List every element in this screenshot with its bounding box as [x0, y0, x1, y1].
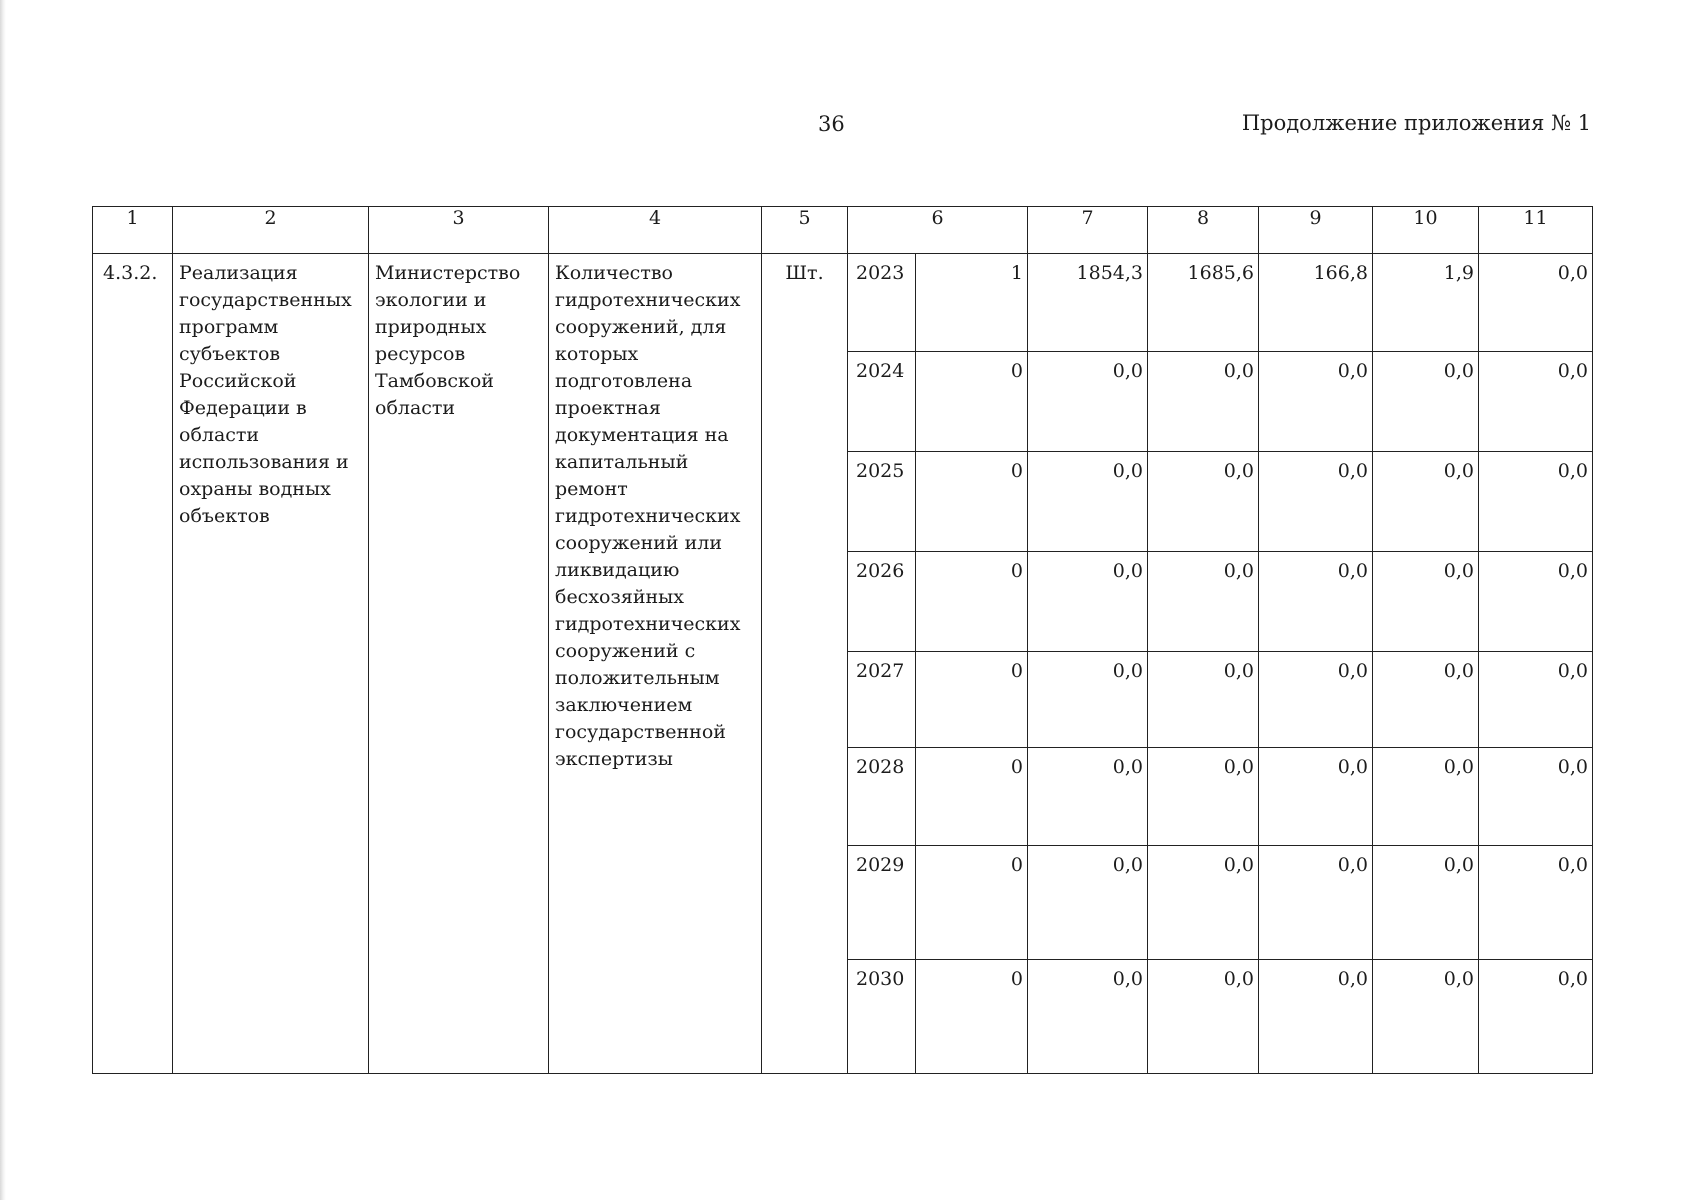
column-10-value: 0,0 [1443, 360, 1474, 382]
column-number-cell [1373, 207, 1479, 254]
column-7-value: 0,0 [1112, 560, 1143, 582]
column-8-cell [1148, 748, 1259, 846]
column-7-value: 0,0 [1112, 756, 1143, 778]
indicator-value: 0 [1010, 560, 1023, 582]
column-8-value: 0,0 [1223, 968, 1254, 990]
column-10-cell [1373, 552, 1479, 652]
item-code: 4.3.2. [103, 262, 158, 284]
column-7-value: 0,0 [1112, 854, 1143, 876]
scan-edge-shadow [0, 0, 6, 1200]
column-10-cell [1373, 846, 1479, 960]
column-7-cell [1028, 846, 1148, 960]
column-number: 6 [931, 207, 944, 229]
column-number: 10 [1413, 207, 1438, 229]
column-number: 2 [264, 207, 277, 229]
column-number: 7 [1081, 207, 1094, 229]
column-8-value: 1685,6 [1187, 262, 1254, 284]
unit-of-measure: Шт. [785, 262, 824, 284]
year-value: 2027 [856, 660, 905, 682]
column-8-value: 0,0 [1223, 660, 1254, 682]
column-10-cell [1373, 452, 1479, 552]
column-number-row [93, 207, 1593, 254]
column-8-value: 0,0 [1223, 560, 1254, 582]
column-10-cell [1373, 254, 1479, 352]
column-7-value: 0,0 [1112, 460, 1143, 482]
indicator-value-cell [916, 846, 1028, 960]
column-11-cell [1479, 254, 1593, 352]
column-9-value: 0,0 [1337, 968, 1368, 990]
column-number-cell [1028, 207, 1148, 254]
year-cell [848, 846, 916, 960]
column-number-cell [549, 207, 762, 254]
column-number-cell [848, 207, 1028, 254]
indicator-value: 1 [1010, 262, 1023, 284]
year-cell [848, 748, 916, 846]
column-11-cell [1479, 748, 1593, 846]
column-9-cell [1259, 748, 1373, 846]
indicator-value: 0 [1010, 460, 1023, 482]
column-11-value: 0,0 [1557, 756, 1588, 778]
column-number-cell [369, 207, 549, 254]
column-9-value: 0,0 [1337, 560, 1368, 582]
indicator-value: 0 [1010, 756, 1023, 778]
column-11-value: 0,0 [1557, 968, 1588, 990]
indicator-value-cell [916, 254, 1028, 352]
table-row [93, 254, 1593, 352]
running-header: Продолжение приложения № 1 [1241, 111, 1591, 135]
column-7-cell [1028, 352, 1148, 452]
year-cell [848, 352, 916, 452]
column-9-cell [1259, 846, 1373, 960]
column-8-cell [1148, 254, 1259, 352]
column-number-cell [762, 207, 848, 254]
column-9-cell [1259, 352, 1373, 452]
column-8-value: 0,0 [1223, 460, 1254, 482]
column-7-cell [1028, 552, 1148, 652]
column-10-cell [1373, 748, 1479, 846]
year-cell [848, 652, 916, 748]
column-11-cell [1479, 652, 1593, 748]
column-11-cell [1479, 452, 1593, 552]
year-value: 2029 [856, 854, 905, 876]
column-9-cell [1259, 452, 1373, 552]
indicator-cell [549, 254, 762, 1074]
year-value: 2030 [856, 968, 905, 990]
column-11-value: 0,0 [1557, 262, 1588, 284]
indicator-value-cell [916, 352, 1028, 452]
column-8-cell [1148, 846, 1259, 960]
column-8-cell [1148, 452, 1259, 552]
column-10-value: 0,0 [1443, 460, 1474, 482]
item-name-cell [173, 254, 369, 1074]
year-cell [848, 452, 916, 552]
indicator-value: 0 [1010, 360, 1023, 382]
column-9-value: 0,0 [1337, 460, 1368, 482]
indicator-value-cell [916, 652, 1028, 748]
column-10-value: 0,0 [1443, 560, 1474, 582]
item-name: Реализация государственных программ субъектов Российской Федерации в области использования и охраны водных объектов [179, 262, 352, 527]
column-7-cell [1028, 960, 1148, 1074]
column-11-value: 0,0 [1557, 854, 1588, 876]
appendix-table [92, 206, 1593, 1074]
column-number-cell [1479, 207, 1593, 254]
column-number: 8 [1196, 207, 1210, 229]
column-number-cell [1148, 207, 1259, 254]
page-number: 36 [818, 112, 845, 136]
column-8-cell [1148, 352, 1259, 452]
indicator-value: 0 [1010, 660, 1023, 682]
column-11-value: 0,0 [1557, 560, 1588, 582]
column-7-cell [1028, 452, 1148, 552]
year-cell [848, 960, 916, 1074]
column-8-cell [1148, 652, 1259, 748]
indicator-value: 0 [1010, 854, 1023, 876]
column-number: 5 [798, 207, 811, 229]
column-7-value: 0,0 [1112, 968, 1143, 990]
indicator-value: 0 [1010, 968, 1023, 990]
column-9-value: 0,0 [1337, 660, 1368, 682]
year-value: 2024 [856, 360, 905, 382]
column-11-value: 0,0 [1557, 360, 1588, 382]
column-11-cell [1479, 552, 1593, 652]
column-10-cell [1373, 652, 1479, 748]
column-11-value: 0,0 [1557, 460, 1588, 482]
column-11-value: 0,0 [1557, 660, 1588, 682]
column-number-cell [173, 207, 369, 254]
year-value: 2026 [856, 560, 905, 582]
column-number: 9 [1309, 207, 1322, 229]
column-number-cell [1259, 207, 1373, 254]
column-11-cell [1479, 960, 1593, 1074]
column-10-value: 0,0 [1443, 968, 1474, 990]
year-cell [848, 552, 916, 652]
column-9-value: 0,0 [1337, 360, 1368, 382]
column-7-cell [1028, 652, 1148, 748]
column-7-value: 0,0 [1112, 660, 1143, 682]
column-9-value: 166,8 [1313, 262, 1368, 284]
column-8-cell [1148, 960, 1259, 1074]
column-7-cell [1028, 748, 1148, 846]
column-9-value: 0,0 [1337, 756, 1368, 778]
indicator-name: Количество гидротехнических сооружений, для которых подготовлена проектная документация на капитальный ремонт гидротехнических сооружений или ликвидацию бесхозяйных гидротехнических сооружений с положительным заключением государственной экспертизы [555, 262, 741, 770]
column-9-cell [1259, 254, 1373, 352]
column-8-value: 0,0 [1223, 756, 1254, 778]
column-10-cell [1373, 352, 1479, 452]
indicator-value-cell [916, 748, 1028, 846]
year-value: 2025 [856, 460, 905, 482]
column-8-cell [1148, 552, 1259, 652]
indicator-value-cell [916, 552, 1028, 652]
indicator-value-cell [916, 452, 1028, 552]
item-code-cell [93, 254, 173, 1074]
column-7-value: 0,0 [1112, 360, 1143, 382]
column-number: 1 [126, 207, 139, 229]
responsible-executor: Министерство экологии и природных ресурсов Тамбовской области [375, 262, 521, 419]
column-9-cell [1259, 960, 1373, 1074]
column-8-value: 0,0 [1223, 360, 1254, 382]
column-number: 11 [1523, 207, 1548, 229]
year-cell [848, 254, 916, 352]
column-10-value: 0,0 [1443, 854, 1474, 876]
column-10-value: 1,9 [1443, 262, 1474, 284]
column-9-cell [1259, 652, 1373, 748]
column-7-value: 1854,3 [1076, 262, 1143, 284]
column-11-cell [1479, 846, 1593, 960]
column-7-cell [1028, 254, 1148, 352]
column-number-cell [93, 207, 173, 254]
responsible-cell [369, 254, 549, 1074]
column-10-cell [1373, 960, 1479, 1074]
year-value: 2028 [856, 756, 905, 778]
column-9-cell [1259, 552, 1373, 652]
column-8-value: 0,0 [1223, 854, 1254, 876]
column-10-value: 0,0 [1443, 756, 1474, 778]
column-11-cell [1479, 352, 1593, 452]
year-value: 2023 [856, 262, 905, 284]
column-10-value: 0,0 [1443, 660, 1474, 682]
indicator-value-cell [916, 960, 1028, 1074]
column-number: 4 [648, 207, 662, 229]
column-number: 3 [452, 207, 465, 229]
unit-cell [762, 254, 848, 1074]
column-9-value: 0,0 [1337, 854, 1368, 876]
